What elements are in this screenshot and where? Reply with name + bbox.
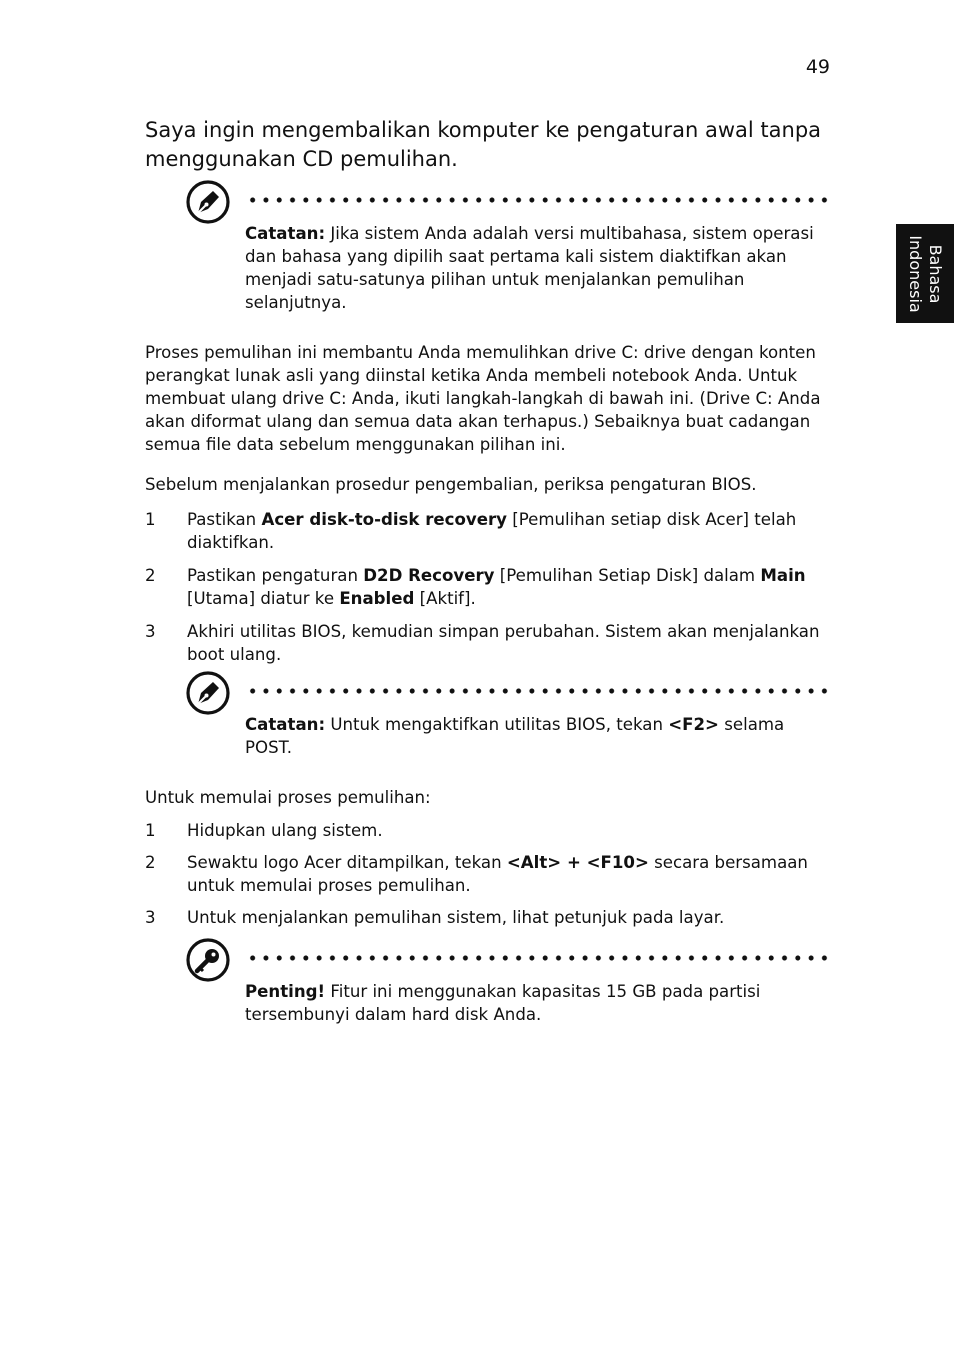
- note-text: Catatan: Jika sistem Anda adalah versi multibahasa, sistem operasi dan bahasa yang dipilih saat pertama kali sistem diaktifkan akan menjadi satu-satunya pilihan untuk menjalankan pemulihan selanjutnya.: [245, 224, 814, 312]
- note-divider: [246, 688, 833, 694]
- paragraph: Untuk memulai proses pemulihan:: [145, 788, 431, 807]
- list-item: 2 Pastikan pengaturan D2D Recovery [Pemulihan Setiap Disk] dalam Main [Utama] diatur ke Enabled [Aktif].: [145, 566, 806, 608]
- language-side-tab: [896, 224, 954, 323]
- note-text: Catatan: Untuk mengaktifkan utilitas BIOS, tekan <F2> selama POST.: [245, 715, 785, 757]
- paragraph: Sebelum menjalankan prosedur pengembalian, periksa pengaturan BIOS.: [145, 475, 757, 494]
- recovery-steps-list: [145, 819, 835, 929]
- important-box: [183, 938, 833, 1038]
- note-box: [183, 180, 833, 320]
- list-item: 1 Pastikan Acer disk-to-disk recovery [Pemulihan setiap disk Acer] telah diaktifkan.: [145, 510, 797, 552]
- page-number: 49: [805, 56, 830, 78]
- note-label: Catatan:: [245, 224, 326, 243]
- list-item: 3 Akhiri utilitas BIOS, kemudian simpan perubahan. Sistem akan menjalankan boot ulang.: [145, 622, 820, 664]
- pen-nib-icon: [186, 671, 230, 715]
- list-item: 1 Hidupkan ulang sistem.: [145, 821, 383, 840]
- list-item: 3 Untuk menjalankan pemulihan sistem, lihat petunjuk pada layar.: [145, 908, 725, 927]
- side-tab-label: Bahasa Indonesia: [906, 234, 945, 313]
- note-divider: [246, 197, 833, 203]
- important-label: Penting!: [245, 982, 326, 1001]
- list-item: 2 Sewaktu logo Acer ditampilkan, tekan <Alt> + <F10> secara bersamaan untuk memulai proses pemulihan.: [145, 853, 808, 895]
- section-heading: Saya ingin mengembalikan komputer ke pengaturan awal tanpa menggunakan CD pemulihan.: [145, 118, 822, 171]
- key-icon: [186, 938, 230, 982]
- paragraph: Proses pemulihan ini membantu Anda memulihkan drive C: drive dengan konten perangkat lunak asli yang diinstal ketika Anda membeli notebook Anda. Untuk membuat ulang drive C: Anda, ikuti langkah-langkah di bawah ini. (Drive C: Anda akan diformat ulang dan semua data akan terhapus.) Sebaiknya buat cadangan semua file data sebelum menggunakan pilihan ini.: [145, 343, 821, 454]
- note-divider: [246, 955, 833, 961]
- bios-steps-list: [145, 508, 835, 666]
- important-text: Penting! Fitur ini menggunakan kapasitas 15 GB pada partisi tersembunyi dalam hard disk Anda.: [245, 982, 761, 1024]
- note-box: [183, 671, 833, 771]
- pen-nib-icon: [186, 180, 230, 224]
- note-label: Catatan:: [245, 715, 326, 734]
